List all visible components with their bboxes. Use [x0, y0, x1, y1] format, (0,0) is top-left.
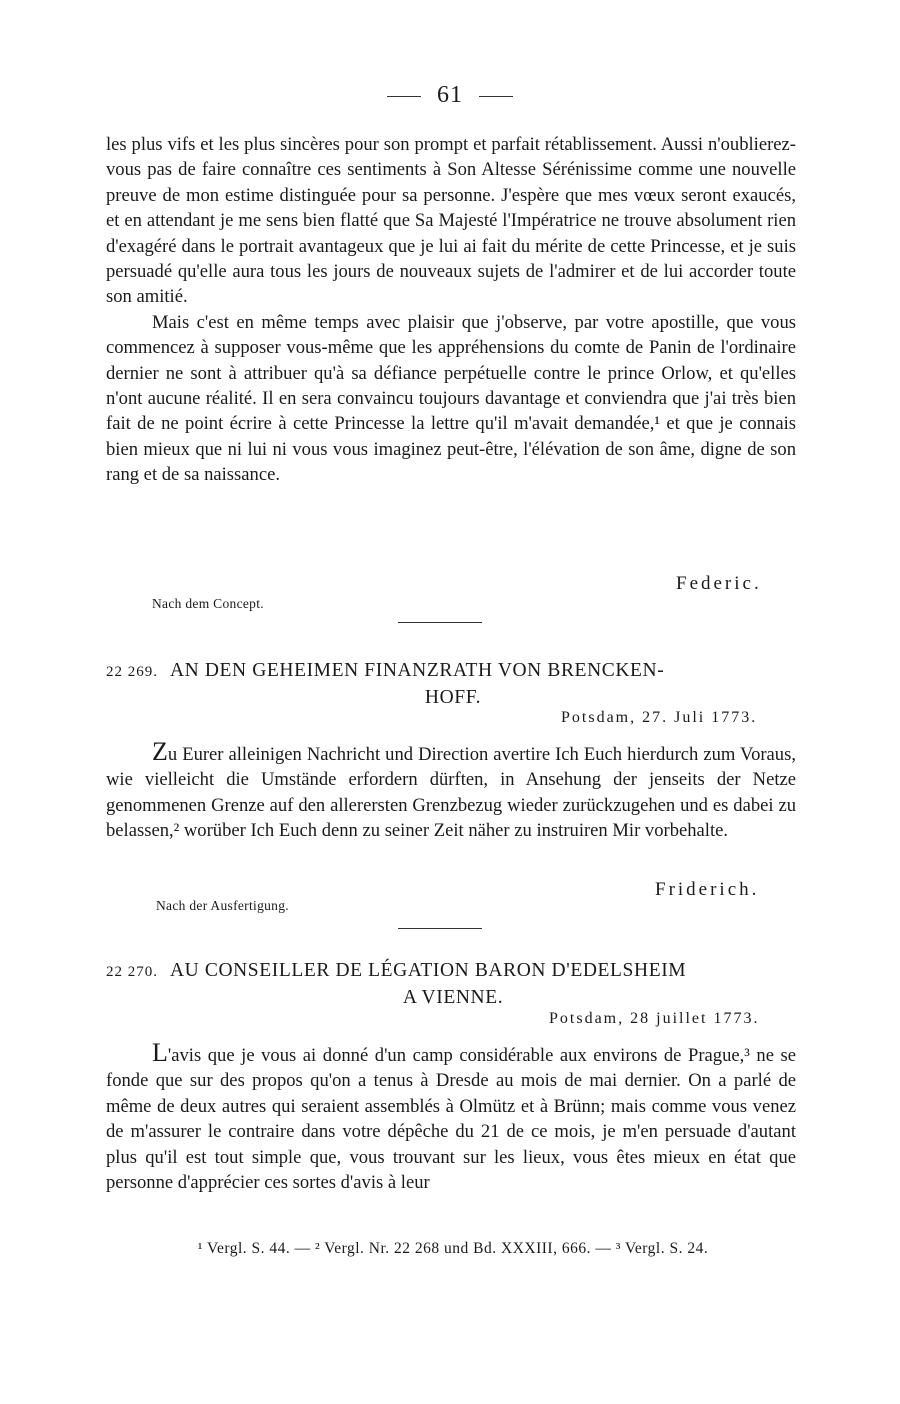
- source-note-2: Nach der Ausfertigung.: [156, 898, 289, 913]
- heading-line-2: HOFF.: [424, 687, 482, 708]
- section-divider-1: [398, 622, 482, 623]
- heading-line-1: AU CONSEILLER DE LÉGATION BARON D'EDELSHEIM: [170, 960, 687, 981]
- letter-heading-22269: [106, 658, 800, 710]
- page-number: 61: [437, 82, 463, 108]
- dash-left: [387, 96, 421, 97]
- page-number-line: [0, 82, 900, 109]
- letter-text: 'avis que je vous ai donné d'un camp considérable aux environs de Prague,³ ne se fonde que sur des propos qu'on a tenus à Dresde au mois de mai dernier. On a parlé de même de deux autres qui seraient assemblés à Olmütz et à Brünn; mais comme vous venez de m'assurer le contraire dans votre dépêche du 21 de ce mois, je m'en persuade d'autant plus qu'il est tout simple que, vous trouvant sur les lieux, vous êtes mieux en état que personne d'apprécier ces sortes d'avis à leur: [106, 1045, 796, 1194]
- dropcap: Z: [152, 737, 168, 766]
- letter-number: 22 270.: [106, 964, 158, 980]
- heading-line-2: A VIENNE.: [402, 987, 504, 1008]
- footnotes: ¹ Vergl. S. 44. — ² Vergl. Nr. 22 268 und Bd. XXXIII, 666. — ³ Vergl. S. 24.: [197, 1240, 709, 1257]
- letter-heading-22270: [106, 958, 800, 1010]
- letter-date-22269: Potsdam, 27. Juli 1773.: [561, 709, 758, 726]
- section-divider-2: [398, 928, 482, 929]
- letter-body-22269: [106, 739, 796, 844]
- source-note-1: Nach dem Concept.: [152, 596, 264, 611]
- paragraph-1: les plus vifs et les plus sincères pour son prompt et parfait rétablissement. Aussi n'oublierez-vous pas de faire connaître ces sentiments à Son Altesse Sérénissime comme une nouvelle preuve de mon estime distinguée pour sa personne. J'espère que mes vœux seront exaucés, et en attendant je me sens bien flatté que Sa Majesté l'Impératrice ne trouve absolument rien d'exagéré dans le portrait avantageux que je lui ai fait du mérite de cette Princesse, et je suis persuadé qu'elle aura tous les jours de nouveaux sujets de l'admirer et de lui accorder toute son amitié.: [106, 134, 796, 308]
- paragraph-2: Mais c'est en même temps avec plaisir que j'observe, par votre apostille, que vous commencez à supposer vous-même que les appréhensions du comte de Panin de l'ordinaire dernier ne sont à attribuer qu'à sa défiance perpétuelle contre le prince Orlow, et qu'elles n'ont aucune réalité. Il en sera convaincu toujours davantage et conviendra que j'ai très bien fait de ne point écrire à cette Princesse la lettre qu'il m'avait demandée,¹ et que je connais bien mieux que ni lui ni vous vous imaginez peut-être, l'élévation de son âme, digne de son rang et de sa naissance.: [106, 311, 796, 486]
- letter-number: 22 269.: [106, 664, 158, 680]
- heading-line-1: AN DEN GEHEIMEN FINANZRATH VON BRENCKEN-: [170, 660, 665, 681]
- dash-right: [479, 96, 513, 97]
- letter-date-22270: Potsdam, 28 juillet 1773.: [549, 1010, 760, 1027]
- letter-body-22270: [106, 1040, 796, 1195]
- dropcap: L: [152, 1038, 168, 1067]
- letter-continuation: [106, 132, 796, 488]
- signature-federic: Federic.: [676, 573, 762, 594]
- letter-text: u Eurer alleinigen Nachricht und Direction avertire Ich Euch hierdurch zum Voraus, wie vielleicht die Umstände erfordern dürften, in Ansehung der jenseits der Netze genommenen Grenze auf den allerersten Grenzbezug wieder zurückzugehen und es dabei zu belassen,² worüber Ich Euch denn zu seiner Zeit näher zu instruiren Mir vorbehalte.: [106, 744, 796, 842]
- signature-friderich: Friderich.: [655, 879, 760, 900]
